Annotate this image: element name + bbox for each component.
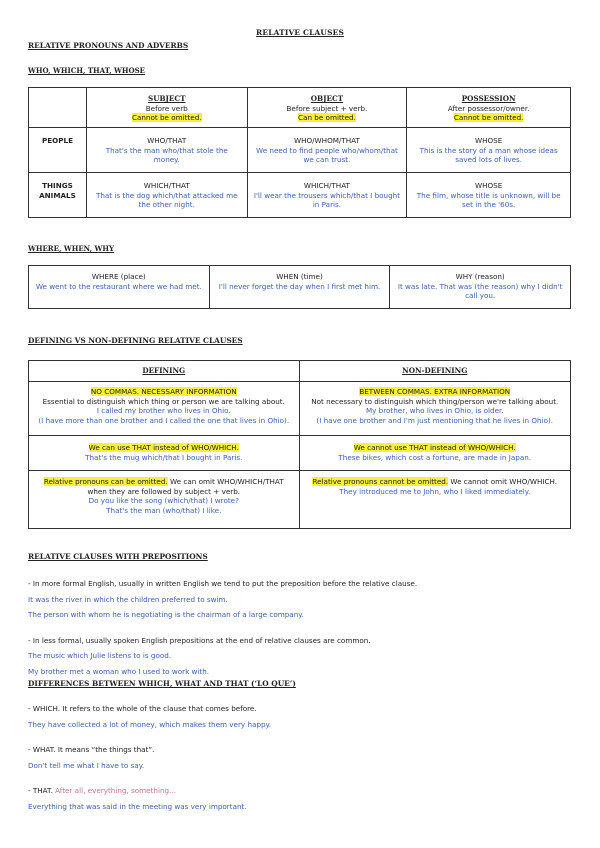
pronoun-text: WHOSE bbox=[475, 181, 503, 190]
example-text: It was the river in which the children preferred to swim. bbox=[28, 594, 228, 604]
table-cell bbox=[407, 128, 571, 173]
rule-text: Essential to distinguish which thing or person we are talking about. bbox=[42, 396, 285, 406]
adverb-cell-why bbox=[390, 266, 571, 309]
column-title: POSSESSION bbox=[461, 94, 516, 103]
defining-cell bbox=[29, 382, 300, 436]
example-text: My brother, who lives in Ohio, is older. bbox=[365, 406, 504, 416]
column-title: DEFINING bbox=[142, 366, 186, 375]
example-text: They introduced me to John, who I liked immediately. bbox=[339, 486, 531, 496]
example-text: The person with whom he is negotiating is the chairman of a large company. bbox=[28, 610, 304, 619]
row-label-people bbox=[29, 128, 87, 173]
column-note: Cannot be omitted. bbox=[453, 113, 524, 123]
rule-text: - THAT. bbox=[28, 786, 56, 795]
example-text: My brother met a woman who I used to work with. bbox=[28, 666, 210, 676]
rule-text: We can omit WHO/WHICH/THAT bbox=[167, 477, 284, 486]
table-cell bbox=[407, 173, 571, 218]
example-text: I'll never forget the day when I first met him. bbox=[218, 281, 381, 291]
column-note: Can be omitted. bbox=[298, 113, 356, 123]
example-text: These bikes, which cost a fortune, are made in Japan. bbox=[338, 452, 532, 462]
row-label: PEOPLE bbox=[41, 136, 73, 145]
highlight-text: Relative pronouns cannot be omitted. bbox=[312, 477, 449, 486]
section-heading-prepositions: RELATIVE CLAUSES WITH PREPOSITIONS bbox=[28, 552, 208, 561]
highlight-text: BETWEEN COMMAS. EXTRA INFORMATION bbox=[359, 387, 511, 396]
non-defining-cell bbox=[299, 436, 570, 471]
example-text: We went to the restaurant where we had met. bbox=[35, 281, 202, 291]
example-text: (I have more than one brother and I called the one that lives in Ohio). bbox=[38, 416, 290, 426]
row-label-things bbox=[29, 173, 87, 218]
column-title: NON-DEFINING bbox=[402, 366, 468, 375]
column-desc: Before subject + verb. bbox=[286, 103, 368, 113]
column-header-defining bbox=[29, 361, 300, 382]
rule-text: when they are followed by subject + verb. bbox=[87, 486, 241, 496]
example-text: That is the dog which/that attacked me the other night. bbox=[95, 190, 238, 210]
row-label-secondary: ANIMALS bbox=[39, 190, 76, 200]
column-header-subject bbox=[86, 88, 247, 128]
non-defining-cell bbox=[299, 471, 570, 529]
adverbs-table bbox=[28, 265, 571, 309]
example-text: Everything that was said in the meeting was very important. bbox=[28, 801, 247, 811]
table-corner-cell bbox=[29, 88, 87, 128]
example-text: Do you like the song (which/that) I wrote? bbox=[88, 496, 239, 506]
section-heading-defining: DEFINING VS NON-DEFINING RELATIVE CLAUSES bbox=[28, 336, 243, 345]
example-text: The film, whose title is unknown, will be set in the '60s. bbox=[416, 190, 561, 210]
rule-text: - In more formal English, usually in written English we tend to put the preposition before the relative clause. bbox=[28, 579, 418, 588]
highlight-text: We can use THAT instead of WHO/WHICH. bbox=[88, 443, 239, 452]
example-text: The music which Julie listens to is good. bbox=[28, 651, 172, 660]
example-text: I called my brother who lives in Ohio. bbox=[96, 406, 231, 416]
example-text: They have collected a lot of money, which makes them very happy. bbox=[28, 719, 272, 729]
defining-table bbox=[28, 360, 571, 529]
column-header-object bbox=[247, 88, 407, 128]
differences-block bbox=[28, 701, 573, 814]
column-title: SUBJECT bbox=[148, 94, 186, 103]
column-header-non-defining bbox=[299, 361, 570, 382]
rule-text: - WHAT. It means “the things that”. bbox=[28, 745, 155, 754]
column-desc: Before verb bbox=[145, 103, 188, 113]
table-cell bbox=[86, 173, 247, 218]
example-text: It was late. That was (the reason) why I didn't call you. bbox=[397, 281, 563, 301]
pronoun-text: WHOSE bbox=[475, 136, 503, 145]
section-heading-where: WHERE, WHEN, WHY bbox=[28, 244, 114, 253]
prepositions-block bbox=[28, 576, 573, 679]
table-cell bbox=[247, 173, 407, 218]
defining-cell bbox=[29, 436, 300, 471]
example-text: Don't tell me what I have to say. bbox=[28, 760, 145, 770]
example-text: (I have one brother and I'm just mentioning that he lives in Ohio). bbox=[316, 416, 554, 426]
note-text: After all, everything, something... bbox=[55, 786, 176, 795]
pronoun-text: WHICH/THAT bbox=[303, 181, 350, 190]
rule-text: - WHICH. It refers to the whole of the clause that comes before. bbox=[28, 704, 257, 713]
highlight-text: Relative pronouns can be omitted. bbox=[43, 477, 168, 486]
defining-cell bbox=[29, 471, 300, 529]
example-text: That's the man who/that stole the money. bbox=[105, 145, 228, 165]
adverb-label: WHY (reason) bbox=[455, 272, 505, 281]
row-label: THINGS bbox=[42, 181, 73, 190]
example-text: That's the man (who/that) I like. bbox=[106, 506, 222, 516]
rule-text: - In less formal, usually spoken English prepositions at the end of relative clauses are common. bbox=[28, 635, 371, 645]
table-cell bbox=[247, 128, 407, 173]
adverb-cell-where bbox=[29, 266, 210, 309]
example-text: That's the mug which/that I bought in Paris. bbox=[85, 452, 243, 462]
adverb-label: WHERE (place) bbox=[91, 272, 146, 281]
highlight-text: NO COMMAS. NECESSARY INFORMATION bbox=[90, 387, 237, 396]
pronoun-text: WHICH/THAT bbox=[143, 181, 190, 190]
adverb-cell-when bbox=[209, 266, 390, 309]
column-header-possession bbox=[407, 88, 571, 128]
rule-text: We cannot omit WHO/WHICH. bbox=[448, 477, 558, 486]
column-desc: After possessor/owner. bbox=[447, 103, 530, 113]
pronouns-table bbox=[28, 87, 571, 218]
section-heading-differences: DIFFERENCES BETWEEN WHICH, WHAT AND THAT (‘LO QUE’) bbox=[28, 679, 296, 688]
subheading-who-which: WHO, WHICH, THAT, WHOSE bbox=[28, 66, 145, 75]
section-heading-pronouns: RELATIVE PRONOUNS AND ADVERBS bbox=[28, 41, 189, 50]
pronoun-text: WHO/THAT bbox=[147, 136, 187, 145]
page-title: RELATIVE CLAUSES bbox=[256, 28, 344, 37]
highlight-text: We cannot use THAT instead of WHO/WHICH. bbox=[353, 443, 516, 452]
example-text: I'll wear the trousers which/that I bought in Paris. bbox=[253, 190, 401, 210]
column-note: Cannot be omitted. bbox=[131, 113, 202, 123]
example-text: This is the story of a man whose ideas saved lots of lives. bbox=[419, 145, 558, 165]
example-text: We need to find people who/whom/that we can trust. bbox=[256, 145, 398, 165]
pronoun-text: WHO/WHOM/THAT bbox=[293, 136, 360, 145]
column-title: OBJECT bbox=[310, 94, 344, 103]
adverb-label: WHEN (time) bbox=[276, 272, 323, 281]
table-cell bbox=[86, 128, 247, 173]
rule-text: Not necessary to distinguish which thing/person we're talking about. bbox=[311, 396, 559, 406]
non-defining-cell bbox=[299, 382, 570, 436]
